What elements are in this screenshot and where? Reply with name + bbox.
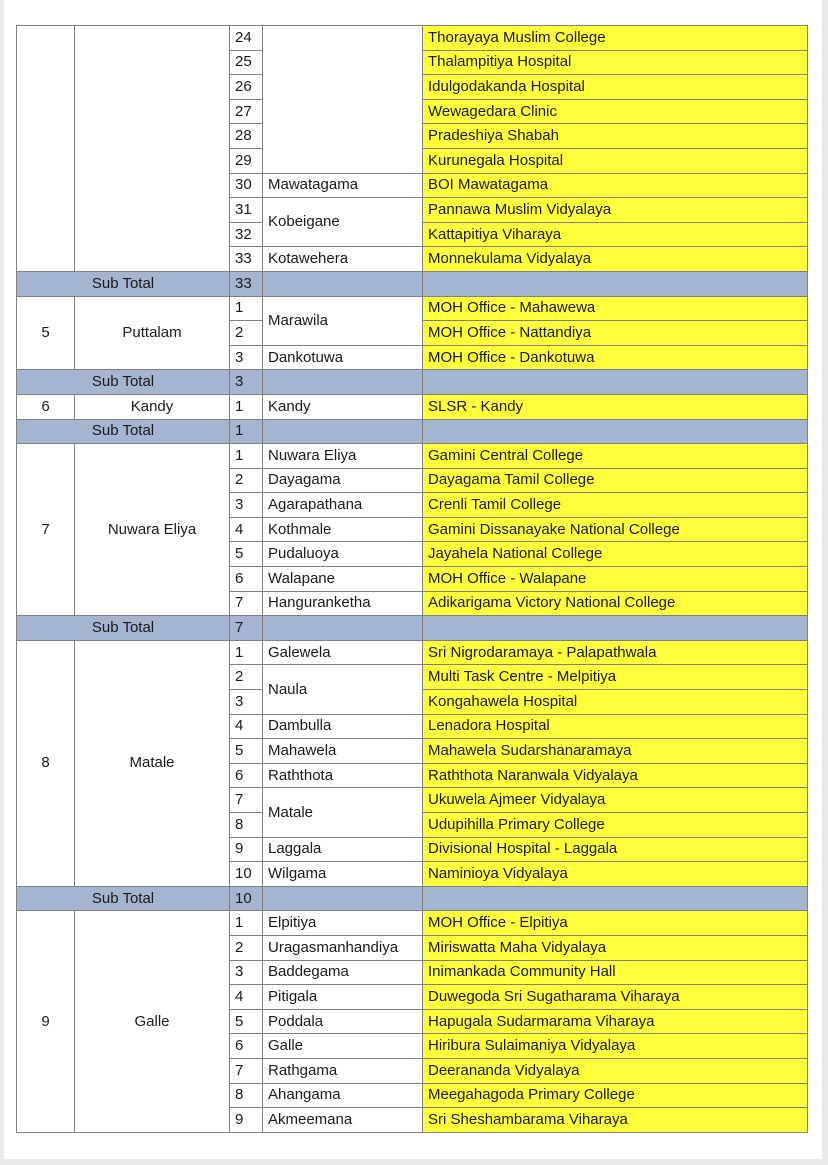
district-name: Nuwara Eliya: [75, 444, 230, 616]
subtotal-blank: [423, 370, 808, 395]
district-name: Kandy: [75, 394, 230, 419]
row-number: 1: [230, 444, 263, 469]
moh-area: Laggala: [263, 837, 423, 862]
table-row: [17, 26, 808, 51]
document-page: [4, 0, 822, 1159]
location-name: Mahawela Sudarshanaramaya: [423, 739, 808, 764]
location-name: Sri Nigrodaramaya - Palapathwala: [423, 640, 808, 665]
subtotal-count: 7: [230, 616, 263, 641]
location-name: Pradeshiya Shabah: [423, 124, 808, 149]
moh-area: Dayagama: [263, 468, 423, 493]
subtotal-blank: [263, 419, 423, 444]
district-number: 7: [17, 444, 75, 616]
row-number: 32: [230, 222, 263, 247]
locations-table: [16, 25, 808, 1133]
location-name: Naminioya Vidyalaya: [423, 862, 808, 887]
row-number: 33: [230, 247, 263, 272]
table-row: [17, 911, 808, 936]
district-number: 9: [17, 911, 75, 1132]
location-name: Lenadora Hospital: [423, 714, 808, 739]
row-number: 3: [230, 960, 263, 985]
moh-area: Mahawela: [263, 739, 423, 764]
location-name: Thalampitiya Hospital: [423, 50, 808, 75]
table-row: [17, 640, 808, 665]
moh-area: Naula: [263, 665, 423, 714]
moh-area: Dambulla: [263, 714, 423, 739]
subtotal-blank: [423, 419, 808, 444]
moh-area: Wilgama: [263, 862, 423, 887]
row-number: 5: [230, 1009, 263, 1034]
row-number: 31: [230, 198, 263, 223]
row-number: 3: [230, 345, 263, 370]
location-name: Divisional Hospital - Laggala: [423, 837, 808, 862]
row-number: 25: [230, 50, 263, 75]
subtotal-row: [17, 271, 808, 296]
location-name: Adikarigama Victory National College: [423, 591, 808, 616]
district-number: [17, 26, 75, 272]
row-number: 9: [230, 837, 263, 862]
location-name: MOH Office - Dankotuwa: [423, 345, 808, 370]
subtotal-blank: [263, 616, 423, 641]
location-name: Pannawa Muslim Vidyalaya: [423, 198, 808, 223]
row-number: 24: [230, 26, 263, 51]
row-number: 30: [230, 173, 263, 198]
row-number: 6: [230, 1034, 263, 1059]
moh-area: Kobeigane: [263, 198, 423, 247]
subtotal-row: [17, 616, 808, 641]
location-name: Wewagedara Clinic: [423, 99, 808, 124]
district-name: Puttalam: [75, 296, 230, 370]
row-number: 2: [230, 665, 263, 690]
location-name: Udupihilla Primary College: [423, 813, 808, 838]
row-number: 4: [230, 985, 263, 1010]
location-name: BOI Mawatagama: [423, 173, 808, 198]
row-number: 8: [230, 1083, 263, 1108]
moh-area: Galewela: [263, 640, 423, 665]
location-name: Jayahela National College: [423, 542, 808, 567]
location-name: Thorayaya Muslim College: [423, 26, 808, 51]
subtotal-blank: [423, 271, 808, 296]
moh-area: [263, 26, 423, 174]
location-name: Multi Task Centre - Melpitiya: [423, 665, 808, 690]
row-number: 2: [230, 468, 263, 493]
subtotal-label: Sub Total: [17, 370, 230, 395]
row-number: 4: [230, 714, 263, 739]
row-number: 6: [230, 763, 263, 788]
location-name: Inimankada Community Hall: [423, 960, 808, 985]
location-name: MOH Office - Mahawewa: [423, 296, 808, 321]
moh-area: Kandy: [263, 394, 423, 419]
moh-area: Galle: [263, 1034, 423, 1059]
location-name: SLSR - Kandy: [423, 394, 808, 419]
row-number: 7: [230, 1058, 263, 1083]
location-name: Miriswatta Maha Vidyalaya: [423, 935, 808, 960]
location-name: MOH Office - Walapane: [423, 567, 808, 592]
row-number: 5: [230, 739, 263, 764]
row-number: 7: [230, 591, 263, 616]
moh-area: Poddala: [263, 1009, 423, 1034]
location-name: Kongahawela Hospital: [423, 690, 808, 715]
location-name: Dayagama Tamil College: [423, 468, 808, 493]
row-number: 7: [230, 788, 263, 813]
subtotal-label: Sub Total: [17, 886, 230, 911]
moh-area: Akmeemana: [263, 1108, 423, 1133]
district-number: 8: [17, 640, 75, 886]
location-name: Kurunegala Hospital: [423, 148, 808, 173]
district-number: 6: [17, 394, 75, 419]
moh-area: Mawatagama: [263, 173, 423, 198]
row-number: 1: [230, 911, 263, 936]
row-number: 8: [230, 813, 263, 838]
location-name: Ukuwela Ajmeer Vidyalaya: [423, 788, 808, 813]
subtotal-count: 1: [230, 419, 263, 444]
location-name: Deerananda Vidyalaya: [423, 1058, 808, 1083]
row-number: 27: [230, 99, 263, 124]
moh-area: Hanguranketha: [263, 591, 423, 616]
location-name: Gamini Central College: [423, 444, 808, 469]
location-name: Crenli Tamil College: [423, 493, 808, 518]
location-name: Raththota Naranwala Vidyalaya: [423, 763, 808, 788]
moh-area: Matale: [263, 788, 423, 837]
moh-area: Agarapathana: [263, 493, 423, 518]
table-row: [17, 444, 808, 469]
location-name: Gamini Dissanayake National College: [423, 517, 808, 542]
moh-area: Raththota: [263, 763, 423, 788]
table-row: [17, 296, 808, 321]
moh-area: Ahangama: [263, 1083, 423, 1108]
row-number: 1: [230, 296, 263, 321]
row-number: 29: [230, 148, 263, 173]
location-name: Monnekulama Vidyalaya: [423, 247, 808, 272]
moh-area: Walapane: [263, 567, 423, 592]
subtotal-count: 33: [230, 271, 263, 296]
moh-area: Pudaluoya: [263, 542, 423, 567]
subtotal-blank: [263, 271, 423, 296]
subtotal-blank: [423, 886, 808, 911]
row-number: 28: [230, 124, 263, 149]
moh-area: Kothmale: [263, 517, 423, 542]
location-name: Sri Sheshambarama Viharaya: [423, 1108, 808, 1133]
moh-area: Rathgama: [263, 1058, 423, 1083]
district-name: Galle: [75, 911, 230, 1132]
row-number: 4: [230, 517, 263, 542]
row-number: 9: [230, 1108, 263, 1133]
location-name: MOH Office - Elpitiya: [423, 911, 808, 936]
subtotal-row: [17, 886, 808, 911]
location-name: Kattapitiya Viharaya: [423, 222, 808, 247]
row-number: 5: [230, 542, 263, 567]
subtotal-blank: [423, 616, 808, 641]
location-name: Idulgodakanda Hospital: [423, 75, 808, 100]
table-row: [17, 394, 808, 419]
subtotal-blank: [263, 370, 423, 395]
moh-area: Elpitiya: [263, 911, 423, 936]
moh-area: Nuwara Eliya: [263, 444, 423, 469]
subtotal-row: [17, 370, 808, 395]
subtotal-label: Sub Total: [17, 271, 230, 296]
moh-area: Dankotuwa: [263, 345, 423, 370]
moh-area: Pitigala: [263, 985, 423, 1010]
row-number: 2: [230, 935, 263, 960]
row-number: 2: [230, 321, 263, 346]
district-name: [75, 26, 230, 272]
location-name: Duwegoda Sri Sugatharama Viharaya: [423, 985, 808, 1010]
row-number: 3: [230, 493, 263, 518]
row-number: 10: [230, 862, 263, 887]
row-number: 3: [230, 690, 263, 715]
moh-area: Uragasmanhandiya: [263, 935, 423, 960]
row-number: 6: [230, 567, 263, 592]
district-number: 5: [17, 296, 75, 370]
subtotal-row: [17, 419, 808, 444]
subtotal-label: Sub Total: [17, 419, 230, 444]
moh-area: Baddegama: [263, 960, 423, 985]
location-name: MOH Office - Nattandiya: [423, 321, 808, 346]
row-number: 1: [230, 394, 263, 419]
row-number: 1: [230, 640, 263, 665]
moh-area: Kotawehera: [263, 247, 423, 272]
district-name: Matale: [75, 640, 230, 886]
subtotal-count: 10: [230, 886, 263, 911]
subtotal-blank: [263, 886, 423, 911]
row-number: 26: [230, 75, 263, 100]
moh-area: Marawila: [263, 296, 423, 345]
subtotal-count: 3: [230, 370, 263, 395]
location-name: Meegahagoda Primary College: [423, 1083, 808, 1108]
subtotal-label: Sub Total: [17, 616, 230, 641]
location-name: Hiribura Sulaimaniya Vidyalaya: [423, 1034, 808, 1059]
location-name: Hapugala Sudarmarama Viharaya: [423, 1009, 808, 1034]
